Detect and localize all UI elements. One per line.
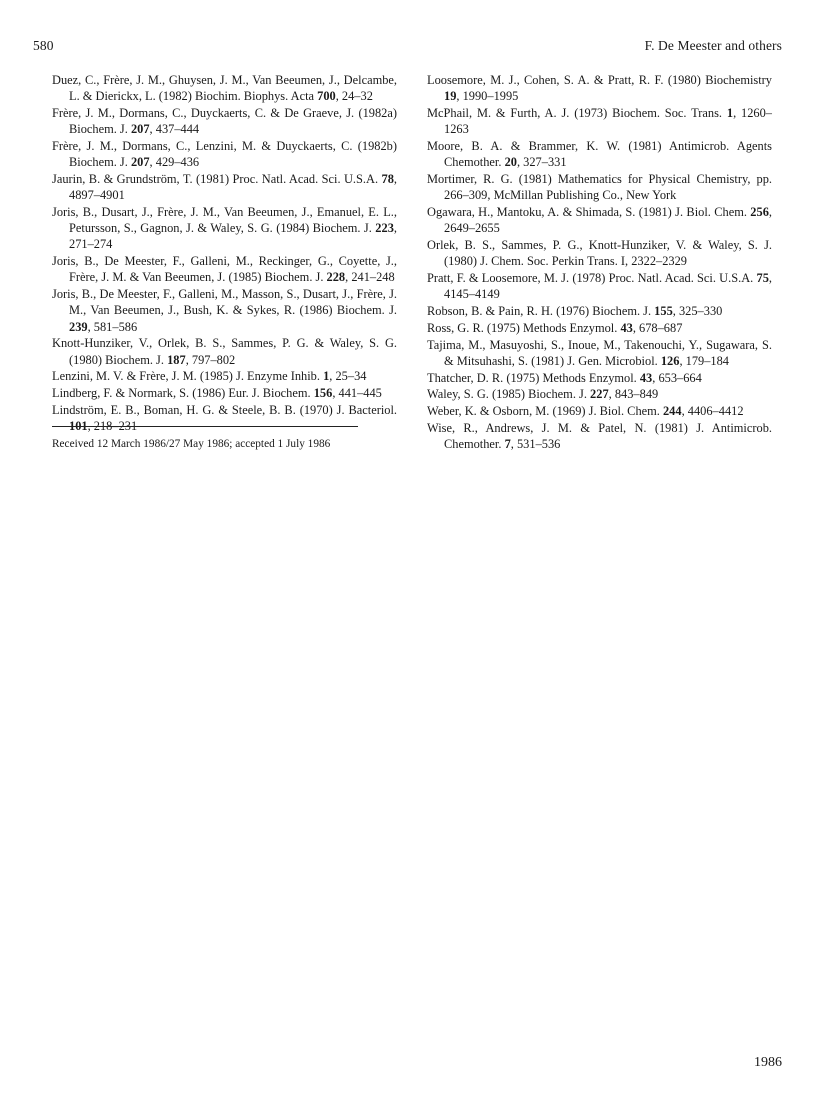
reference-pages: , 4897–4901 xyxy=(69,172,397,203)
reference-entry xyxy=(427,420,772,452)
reference-volume: 207 xyxy=(130,155,150,170)
reference-volume: 1 xyxy=(323,369,330,384)
reference-text: Knott-Hunziker, V., Orlek, B. S., Sammes, P. G. & Waley, S. G. (1980) Biochem. J. xyxy=(52,336,397,367)
reference-volume: 700 xyxy=(317,89,336,104)
reference-text: Waley, S. G. (1985) Biochem. J. xyxy=(427,387,591,402)
reference-text: Lindberg, F. & Normark, S. (1986) Eur. J. Biochem. xyxy=(52,386,314,401)
page-number: 580 xyxy=(33,38,54,53)
reference-entry xyxy=(52,105,397,137)
reference-text: Frère, J. M., Dormans, C., Duyckaerts, C. & De Graeve, J. (1982a) Biochem. J. xyxy=(52,106,397,137)
reference-text: Robson, B. & Pain, R. H. (1976) Biochem. J. xyxy=(427,304,655,318)
reference-text: Joris, B., De Meester, F., Galleni, M., Masson, S., Dusart, J., Frère, J. M., Van Beeumen, J., Bush, K. & Sykes, R. (1986) Biochem. J. xyxy=(52,287,397,318)
reference-volume: 156 xyxy=(313,386,333,401)
reference-text: Tajima, M., Masuyoshi, S., Inoue, M., Takenouchi, Y., Sugawara, S. & Mitsuhashi, S. (1981) J. Gen. Microbiol. xyxy=(427,337,772,368)
reference-text: Wise, R., Andrews, J. M. & Patel, N. (1981) J. Antimicrob. Chemother. xyxy=(427,420,772,452)
reference-text: Thatcher, D. R. (1975) Methods Enzymol. xyxy=(427,370,640,385)
reference-entry xyxy=(427,72,772,104)
reference-pages: , 653–664 xyxy=(652,370,702,385)
reference-pages: , 25–34 xyxy=(329,369,367,384)
reference-text: Orlek, B. S., Sammes, P. G., Knott-Hunziker, V. & Waley, S. J. (1980) J. Chem. Soc. Perkin Trans. I, 2322–2329 xyxy=(427,238,772,269)
reference-pages: , 2649–2655 xyxy=(444,205,772,236)
reference-entry xyxy=(427,303,772,319)
running-title: F. De Meester and others xyxy=(644,38,782,53)
references-left-column xyxy=(52,72,397,435)
reference-text: Mortimer, R. G. (1981) Mathematics for Physical Chemistry, pp. 266–309, McMillan Publishing Co., New York xyxy=(427,172,772,203)
reference-pages: , 531–536 xyxy=(510,437,561,452)
reference-entry xyxy=(52,402,397,434)
reference-entry xyxy=(52,335,397,367)
reference-volume: 43 xyxy=(639,370,653,385)
reference-entry xyxy=(52,171,397,203)
reference-pages: , 581–586 xyxy=(87,319,138,334)
reference-text: Joris, B., De Meester, F., Galleni, M., Reckinger, G., Coyette, J., Frère, J. M. & Van Beeumen, J. (1985) Biochem. J. xyxy=(52,254,397,285)
reference-entry xyxy=(427,138,772,170)
reference-entry xyxy=(427,320,772,336)
reference-entry xyxy=(52,385,397,401)
reference-pages: , 241–248 xyxy=(345,270,395,285)
reference-volume: 19 xyxy=(444,89,457,104)
reference-entry xyxy=(427,204,772,236)
reference-text: Duez, C., Frère, J. M., Ghuysen, J. M., Van Beeumen, J., Delcambe, L. & Dierickx, L. (1982) Biochim. Biophys. Acta xyxy=(52,73,397,104)
reference-volume: 207 xyxy=(130,122,150,137)
reference-entry xyxy=(427,270,772,302)
reference-pages: , 325–330 xyxy=(672,304,723,318)
reference-entry xyxy=(427,403,772,419)
reference-pages: , 218–231 xyxy=(87,419,138,434)
reference-text: Moore, B. A. & Brammer, K. W. (1981) Antimicrob. Agents Chemother. xyxy=(427,139,772,170)
reference-volume: 256 xyxy=(750,205,769,219)
reference-entry xyxy=(427,370,772,386)
reference-text: Ross, G. R. (1975) Methods Enzymol. xyxy=(427,320,621,335)
reference-volume: 223 xyxy=(375,221,394,236)
reference-entry xyxy=(52,253,397,285)
reference-pages: , 437–444 xyxy=(149,122,200,137)
reference-volume: 75 xyxy=(756,271,769,285)
reference-pages: , 4406–4412 xyxy=(681,404,744,419)
reference-volume: 244 xyxy=(662,404,682,419)
reference-text: Ogawara, H., Mantoku, A. & Shimada, S. (1981) J. Biol. Chem. xyxy=(427,205,751,219)
reference-entry xyxy=(427,237,772,269)
reference-volume: 1 xyxy=(726,106,734,120)
reference-entry xyxy=(427,337,772,369)
reference-text: Pratt, F. & Loosemore, M. J. (1978) Proc. Natl. Acad. Sci. U.S.A. xyxy=(427,271,757,285)
reference-pages: , 1990–1995 xyxy=(456,89,519,104)
reference-text: Loosemore, M. J., Cohen, S. A. & Pratt, R. F. (1980) Biochemistry xyxy=(427,73,772,87)
received-note: Received 12 March 1986/27 May 1986; accepted 1 July 1986 xyxy=(52,438,331,450)
reference-pages: , 429–436 xyxy=(149,155,200,170)
reference-volume: 20 xyxy=(504,155,517,170)
reference-pages: , 797–802 xyxy=(185,352,236,367)
reference-pages: , 1260–1263 xyxy=(444,106,772,137)
reference-pages: , 179–184 xyxy=(679,353,729,368)
reference-entry xyxy=(427,105,772,137)
reference-pages: , 24–32 xyxy=(335,89,373,104)
reference-text: Joris, B., Dusart, J., Frère, J. M., Van Beeumen, J., Emanuel, E. L., Petursson, S., Gagnon, J. & Waley, S. G. (1984) Biochem. J. xyxy=(52,205,397,236)
reference-text: McPhail, M. & Furth, A. J. (1973) Biochem. Soc. Trans. xyxy=(427,106,727,120)
reference-volume: 101 xyxy=(69,419,88,434)
reference-pages: , 441–445 xyxy=(332,386,382,401)
reference-pages: , 678–687 xyxy=(632,320,683,335)
reference-entry xyxy=(52,138,397,170)
reference-entry xyxy=(52,204,397,253)
reference-volume: 227 xyxy=(590,387,609,402)
reference-volume: 78 xyxy=(381,172,394,186)
reference-entry xyxy=(52,286,397,335)
footer-year: 1986 xyxy=(754,1055,782,1070)
reference-entry xyxy=(427,386,772,402)
reference-pages: , 843–849 xyxy=(608,387,659,402)
reference-text: Lindström, E. B., Boman, H. G. & Steele, B. B. (1970) J. Bacteriol. xyxy=(52,403,397,417)
reference-text: Lenzini, M. V. & Frère, J. M. (1985) J. Enzyme Inhib. xyxy=(52,369,324,384)
reference-pages: , 327–331 xyxy=(516,155,567,170)
reference-volume: 7 xyxy=(504,437,511,452)
reference-volume: 187 xyxy=(167,352,186,367)
reference-entry xyxy=(52,72,397,104)
references-right-column xyxy=(427,72,772,453)
reference-entry xyxy=(52,368,397,384)
reference-volume: 126 xyxy=(660,353,680,368)
reference-text: Frère, J. M., Dormans, C., Lenzini, M. & Duyckaerts, C. (1982b) Biochem. J. xyxy=(52,139,397,170)
reference-volume: 43 xyxy=(620,320,633,335)
reference-pages: , 4145–4149 xyxy=(444,271,772,302)
reference-text: Weber, K. & Osborn, M. (1969) J. Biol. Chem. xyxy=(427,404,663,419)
reference-text: Jaurin, B. & Grundström, T. (1981) Proc. Natl. Acad. Sci. U.S.A. xyxy=(52,172,382,186)
reference-volume: 228 xyxy=(326,270,346,285)
reference-pages: , 271–274 xyxy=(69,221,397,252)
divider-rule xyxy=(52,426,358,427)
reference-volume: 239 xyxy=(69,319,88,334)
reference-volume: 155 xyxy=(654,304,673,318)
reference-entry xyxy=(427,171,772,203)
